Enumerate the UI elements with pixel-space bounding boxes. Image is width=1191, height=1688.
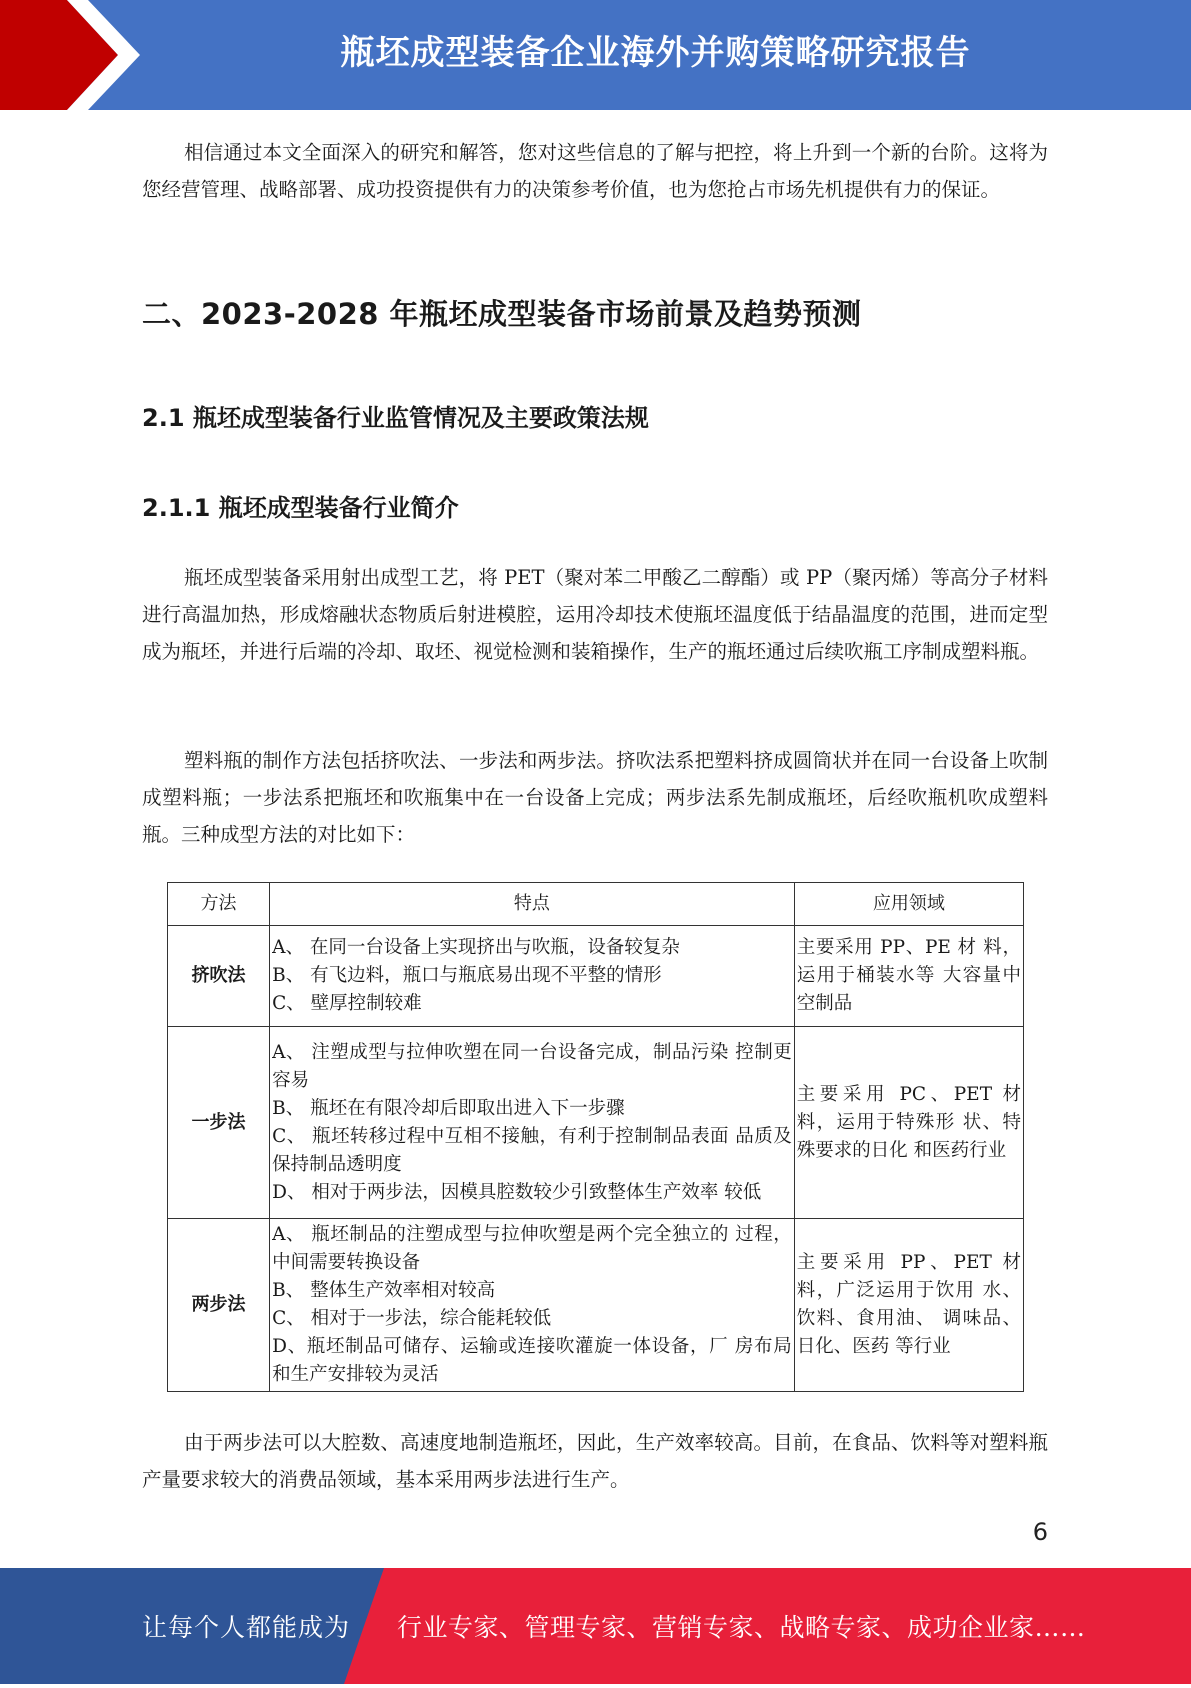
table-header-features: 特点 [270,883,795,926]
subsubsection-heading: 2.1.1 瓶坯成型装备行业简介 [142,494,459,522]
application-cell: 主要采用 PP、PE 材 料，运用于桶装水等 大容量中空制品 [794,926,1023,1027]
feature-item: C、 壁厚控制较难 [272,993,422,1014]
table-row [168,1027,1024,1219]
feature-item: D、 相对于两步法，因模具腔数较少引致整体生产效率 较低 [272,1181,762,1203]
body-paragraph-2: 塑料瓶的制作方法包括挤吹法、一步法和两步法。挤吹法系把塑料挤成圆筒状并在同一台设备上吹制成塑料瓶；一步法系把瓶坯和吹瓶集中在一台设备上完成；两步法系先制成瓶坯，后经吹瓶机吹成塑料瓶。三种成型方法的对比如下： [142,749,1048,846]
table-header-method: 方法 [168,883,270,926]
feature-item: D、瓶坯制品可储存、运输或连接吹灌旋一体设备，厂 房布局和生产安排较为灵活 [272,1336,792,1385]
feature-item: A、 在同一台设备上实现挤出与吹瓶，设备较复杂 [272,937,680,958]
method-cell: 两步法 [168,1219,270,1392]
feature-item: C、 瓶坯转移过程中互相不接触，有利于控制制品表面 品质及保持制品透明度 [272,1125,792,1175]
method-cell: 挤吹法 [168,926,270,1027]
footer-slogan-roles: 行业专家、管理专家、营销专家、战略专家、成功企业家…… [397,1613,1086,1642]
header-chevron-decoration [0,0,160,110]
features-cell [270,1219,795,1392]
subsection-heading: 2.1 瓶坯成型装备行业监管情况及主要政策法规 [142,404,649,432]
feature-item: A、 瓶坯制品的注塑成型与拉伸吹塑是两个完全独立的 过程，中间需要转换设备 [272,1224,792,1273]
molding-methods-comparison-table [167,882,1024,1392]
page-header [0,0,1191,110]
report-title: 瓶坯成型装备企业海外并购策略研究报告 [340,33,971,73]
application-cell: 主要采用 PP、PET 材 料，广泛运用于饮用 水、饮料、食用油、 调味品、日化、医药 等行业 [794,1219,1023,1392]
table-row [168,1219,1024,1392]
section-heading: 二、2023-2028 年瓶坯成型装备市场前景及趋势预测 [142,297,862,331]
table-row [168,926,1024,1027]
body-paragraph-1: 瓶坯成型装备采用射出成型工艺，将 PET（聚对苯二甲酸乙二醇酯）或 PP（聚丙烯）等高分子材料进行高温加热，形成熔融状态物质后射进模腔，运用冷却技术使瓶坯温度低于结晶温度的范围，进而定型成为瓶坯，并进行后端的冷却、取坯、视觉检测和装箱操作，生产的瓶坯通过后续吹瓶工序制成塑料瓶。 [142,566,1048,663]
feature-item: B、 瓶坯在有限冷却后即取出进入下一步骤 [272,1097,625,1119]
table-header-row [168,883,1024,926]
feature-item: B、 有飞边料，瓶口与瓶底易出现不平整的情形 [272,965,662,986]
application-cell: 主要采用 PC、PET 材 料，运用于特殊形 状、特殊要求的日化 和医药行业 [794,1027,1023,1219]
feature-item: B、 整体生产效率相对较高 [272,1280,496,1301]
method-cell: 一步法 [168,1027,270,1219]
page-number: 6 [1032,1518,1048,1546]
table-header-application: 应用领域 [794,883,1023,926]
page-footer [0,1568,1191,1684]
footer-slogan-lead: 让每个人都能成为 [142,1613,351,1642]
feature-item: A、 注塑成型与拉伸吹塑在同一台设备完成，制品污染 控制更容易 [272,1041,792,1091]
features-cell [270,926,795,1027]
intro-paragraph: 相信通过本文全面深入的研究和解答，您对这些信息的了解与把控，将上升到一个新的台阶。这将为您经营管理、战略部署、成功投资提供有力的决策参考价值，也为您抢占市场先机提供有力的保证。 [142,141,1048,201]
body-paragraph-3: 由于两步法可以大腔数、高速度地制造瓶坯，因此，生产效率较高。目前，在食品、饮料等对塑料瓶产量要求较大的消费品领域，基本采用两步法进行生产。 [142,1431,1048,1491]
feature-item: C、 相对于一步法，综合能耗较低 [272,1308,552,1329]
features-cell [270,1027,795,1219]
